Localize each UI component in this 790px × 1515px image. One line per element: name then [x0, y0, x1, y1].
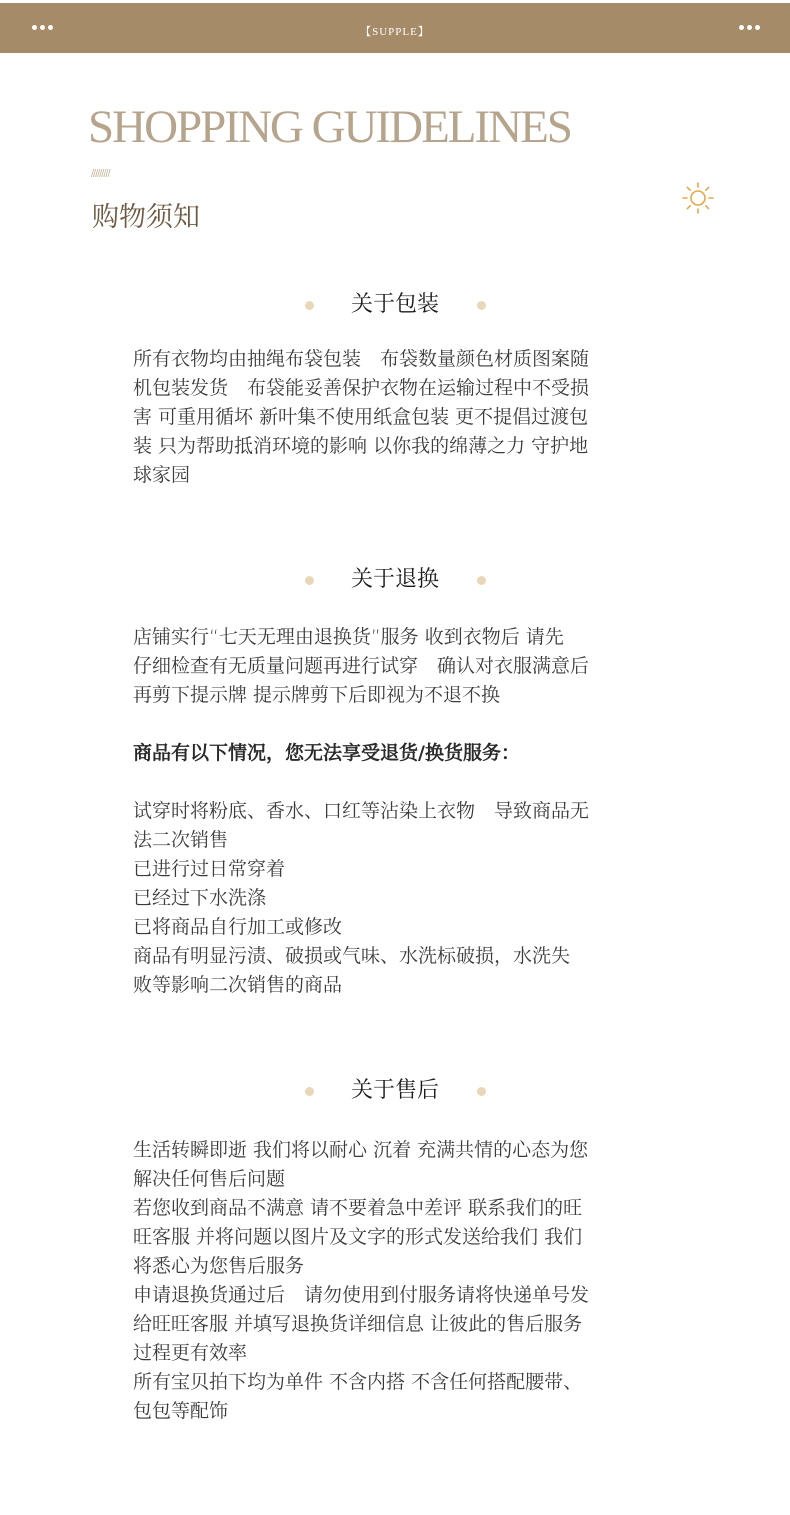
section-title-text: 关于包装 — [350, 292, 439, 317]
returns-text — [133, 623, 663, 710]
bullet-dot — [305, 576, 314, 585]
bullet-dot — [477, 301, 486, 310]
text-line: 包包等配饰 — [133, 1400, 229, 1422]
text-line: 所有衣物均由抽绳布袋包装 布袋数量颜色材质图案随 — [133, 348, 590, 370]
hero-subtitle: 购物须知 — [92, 202, 200, 233]
text-line: 法二次销售 — [133, 829, 229, 851]
decorative-slashes: ///////// — [91, 168, 110, 180]
text-line: 害 可重用循坏 新叶集不使用纸盒包装 更不提倡过渡包 — [133, 406, 589, 428]
returns-notice: 商品有以下情况，您无法享受退货/换货服务： — [133, 742, 520, 764]
text-line: 解决任何售后问题 — [133, 1168, 286, 1190]
section-title-aftersales — [0, 1076, 790, 1106]
text-line: 旺客服 并将问题以图片及文字的形式发送给我们 我们 — [133, 1226, 583, 1248]
text-line: 生活转瞬即逝 我们将以耐心 沉着 充满共情的心态为您 — [133, 1139, 589, 1161]
packaging-text — [133, 345, 663, 490]
text-line: 试穿时将粉底、香水、口红等沾染上衣物 导致商品无 — [133, 800, 590, 822]
bullet-dot — [305, 301, 314, 310]
hero-title: SHOPPING GUIDELINES — [88, 101, 571, 153]
section-title-text: 关于退换 — [350, 567, 439, 592]
text-line: 申请退换货通过后 请勿使用到付服务请将快递单号发 — [133, 1284, 590, 1306]
text-line: 将悉心为您售后服务 — [133, 1255, 305, 1277]
text-line: 店铺实行“七天无理由退换货”服务 收到衣物后 请先 — [133, 626, 564, 648]
text-line: 球家园 — [133, 464, 191, 486]
bullet-dot — [477, 1087, 486, 1096]
returns-conditions — [133, 797, 663, 1000]
section-title-returns — [0, 565, 790, 595]
text-line: 商品有明显污渍、破损或气味、水洗标破损，水洗失 — [133, 945, 571, 967]
section-title-packaging — [0, 290, 790, 320]
text-line: 装 只为帮助抵消环境的影响 以你我的绵薄之力 守护地 — [133, 435, 589, 457]
sun-icon — [682, 182, 714, 214]
text-line: 若您收到商品不满意 请不要着急中差评 联系我们的旺 — [133, 1197, 583, 1219]
text-line: 再剪下提示牌 提示牌剪下后即视为不退不换 — [133, 684, 501, 706]
text-line: 仔细检查有无质量问题再进行试穿 确认对衣服满意后 — [133, 655, 590, 677]
text-line: 过程更有效率 — [133, 1342, 248, 1364]
text-line: 所有宝贝拍下均为单件 不含内搭 不含任何搭配腰带、 — [133, 1371, 583, 1393]
brand-label: 【SUPPLE】 — [360, 26, 430, 38]
section-title-text: 关于售后 — [350, 1078, 439, 1103]
text-line: 已进行过日常穿着 — [133, 858, 286, 880]
text-line: 机包装发货 布袋能妥善保护衣物在运输过程中不受损 — [133, 377, 590, 399]
top-bar — [0, 0, 790, 53]
text-line: 已经过下水洗涤 — [133, 887, 267, 909]
text-line: 给旺旺客服 并填写退换货详细信息 让彼此的售后服务 — [133, 1313, 583, 1335]
aftersales-text — [133, 1136, 663, 1426]
more-dots-icon[interactable] — [739, 25, 760, 30]
text-line: 已将商品自行加工或修改 — [133, 916, 343, 938]
bullet-dot — [477, 576, 486, 585]
text-line: 败等影响二次销售的商品 — [133, 974, 343, 996]
bullet-dot — [305, 1087, 314, 1096]
